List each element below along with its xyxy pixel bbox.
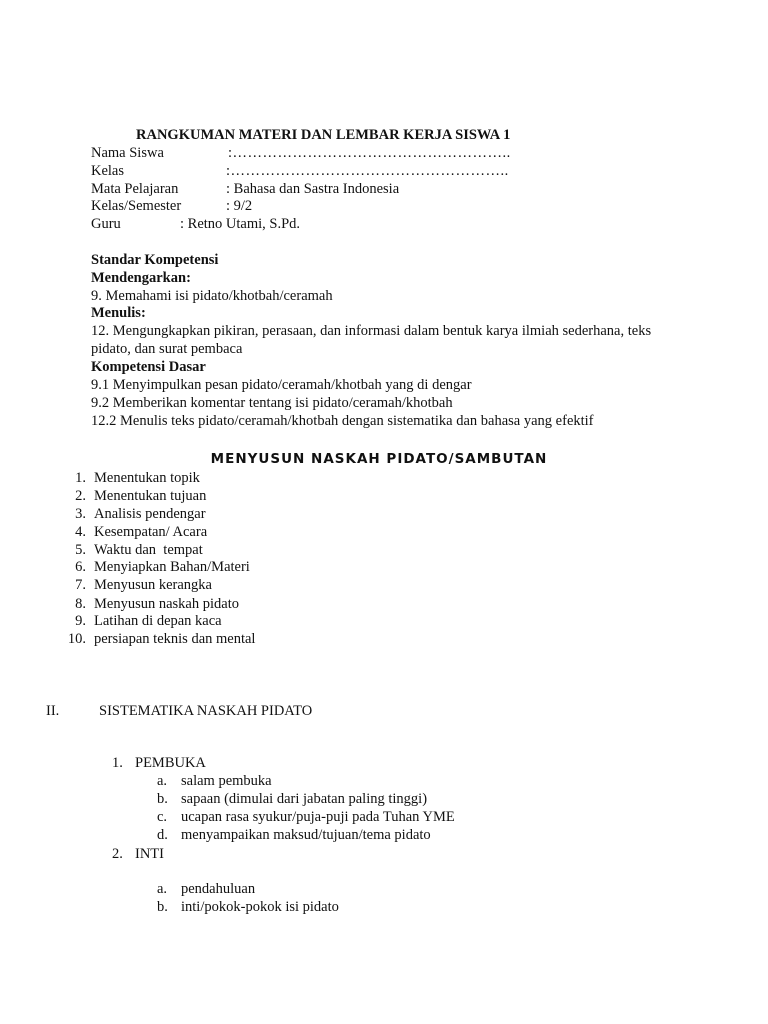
sub-item: inti/pokok-pokok isi pidato	[181, 899, 339, 915]
list-item-number: 1.	[75, 470, 86, 486]
menulis-text-line2: pidato, dan surat pembaca	[91, 341, 243, 357]
subsection-number: 1.	[112, 755, 123, 771]
kompetensi-item: 12.2 Menulis teks pidato/ceramah/khotbah dengan sistematika dan bahasa yang efektif	[91, 413, 594, 429]
list-item: Kesempatan/ Acara	[94, 524, 208, 540]
info-value-guru: : Retno Utami, S.Pd.	[180, 216, 301, 232]
kompetensi-item: 9.1 Menyimpulkan pesan pidato/ceramah/khotbah yang di dengar	[91, 377, 472, 393]
mendengarkan-text: 9. Memahami isi pidato/khotbah/ceramah	[91, 288, 333, 304]
sub-item: sapaan (dimulai dari jabatan paling tinggi)	[181, 791, 428, 807]
section-heading-sistematika: SISTEMATIKA NASKAH PIDATO	[99, 703, 313, 719]
subsection-pembuka: PEMBUKA	[135, 755, 206, 771]
standar-heading: Standar Kompetensi	[91, 252, 219, 268]
list-item-number: 7.	[75, 577, 86, 593]
info-value-kelas: :………………………………………………..	[226, 163, 509, 179]
sub-item: salam pembuka	[181, 773, 272, 789]
section-number: II.	[46, 703, 60, 719]
list-item: Menentukan tujuan	[94, 488, 207, 504]
list-item: Latihan di depan kaca	[94, 613, 222, 629]
list-item-number: 5.	[75, 542, 86, 558]
kompetensi-heading: Kompetensi Dasar	[91, 359, 206, 375]
sub-item: menyampaikan maksud/tujuan/tema pidato	[181, 827, 431, 843]
list-item: Waktu dan tempat	[94, 542, 203, 558]
document-title: RANGKUMAN MATERI DAN LEMBAR KERJA SISWA 1	[136, 127, 511, 143]
sub-item-letter: a.	[157, 773, 168, 789]
subsection-inti: INTI	[135, 846, 164, 862]
list-item-number: 8.	[75, 596, 86, 612]
menulis-text-line1: 12. Mengungkapkan pikiran, perasaan, dan informasi dalam bentuk karya ilmiah sederhana, teks	[91, 323, 652, 339]
list-item-number: 6.	[75, 559, 86, 575]
info-label-kelas: Kelas	[91, 163, 125, 179]
sub-item-letter: b.	[157, 791, 168, 807]
info-value-mapel: : Bahasa dan Sastra Indonesia	[226, 181, 400, 197]
list-item: Menyusun kerangka	[94, 577, 212, 593]
list-item-number: 3.	[75, 506, 86, 522]
list-item: Analisis pendengar	[94, 506, 206, 522]
list-item-number: 4.	[75, 524, 86, 540]
list-item: Menyiapkan Bahan/Materi	[94, 559, 250, 575]
list-item-number: 9.	[75, 613, 86, 629]
mendengarkan-label: Mendengarkan:	[91, 270, 191, 286]
sub-item-letter: c.	[157, 809, 168, 825]
sub-item-letter: b.	[157, 899, 168, 915]
section-heading-menyusun: MENYUSUN NASKAH PIDATO/SAMBUTAN	[210, 451, 548, 467]
info-label-guru: Guru	[91, 216, 121, 232]
sub-item: ucapan rasa syukur/puja-puji pada Tuhan YME	[181, 809, 455, 825]
list-item-number: 10.	[67, 631, 86, 647]
sub-item-letter: a.	[157, 881, 168, 897]
info-label-nama: Nama Siswa	[91, 145, 164, 161]
list-item: Menentukan topik	[94, 470, 200, 486]
sub-item-letter: d.	[157, 827, 168, 843]
info-label-semester: Kelas/Semester	[91, 198, 182, 214]
list-item: persiapan teknis dan mental	[94, 631, 256, 647]
info-value-nama: :………………………………………………..	[228, 145, 511, 161]
info-label-mapel: Mata Pelajaran	[91, 181, 179, 197]
list-item-number: 2.	[75, 488, 86, 504]
kompetensi-item: 9.2 Memberikan komentar tentang isi pidato/ceramah/khotbah	[91, 395, 453, 411]
subsection-number: 2.	[112, 846, 123, 862]
info-value-semester: : 9/2	[226, 198, 253, 214]
sub-item: pendahuluan	[181, 881, 256, 897]
list-item: Menyusun naskah pidato	[94, 596, 239, 612]
menulis-label: Menulis:	[91, 305, 146, 321]
